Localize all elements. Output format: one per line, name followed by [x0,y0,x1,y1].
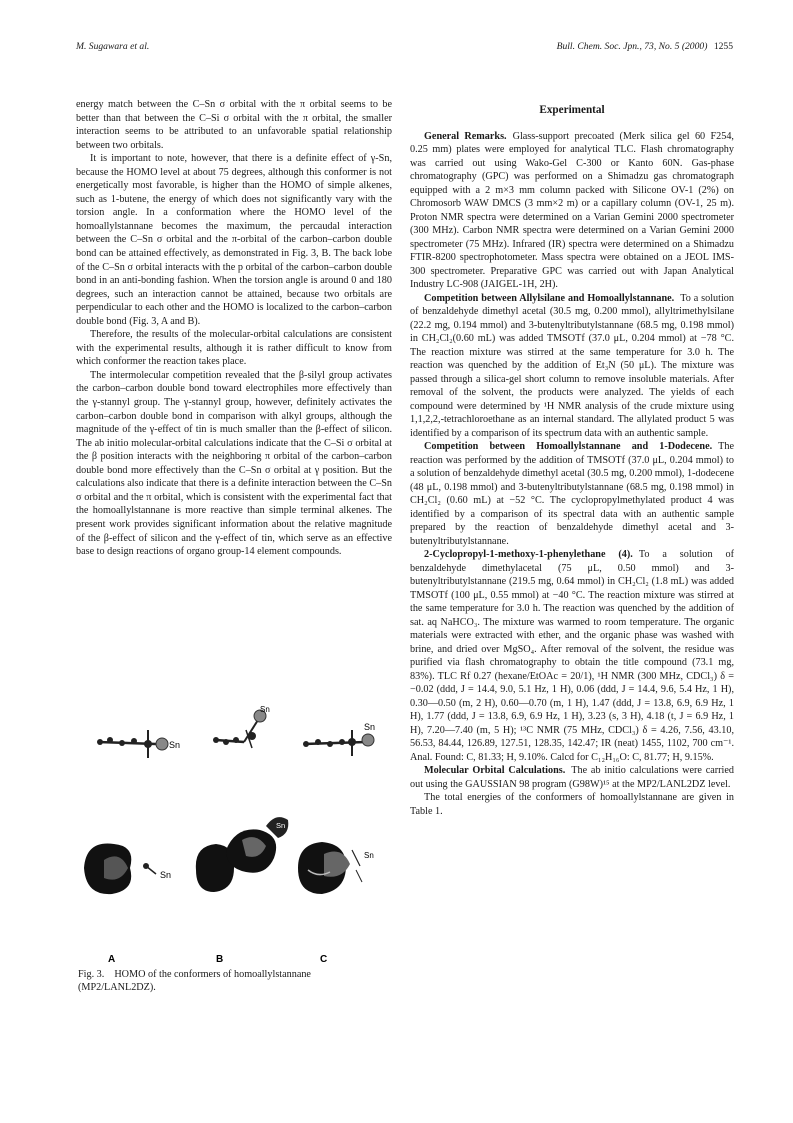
figure-3 [76,700,392,1030]
homo-lobes-c [298,842,374,894]
right-column [410,98,734,818]
journal-citation: Bull. Chem. Soc. Jpn., 73, No. 5 (2000) [556,41,708,52]
paragraph-body: The reaction was performed by the addition of TMSOTf (37.0 μL, 0.204 mmol) to a solution of benzaldehyde dimethyl acetal (30.5 mg, 0.200 mmol), 1-dodecene (48 μL, 0.198 mmol) and 3-butenyltributylstannane (68.5 mg, 0.198 mmol) in CH₂Cl₂ (0.60 mL) at −52 °C. The cyclopropylmethylated product 4 was identified by a comparison of its spectral data with an authentic sample prepared by the reaction of benzaldehyde dimethyl acetal and 3-butenyltributylstannane. [410,441,734,547]
paragraph-body: The ab initio calculations were carried out using the GAUSSIAN 98 program (G98W)¹⁵ at the MP2/LANL2DZ level. [410,765,735,790]
running-head-journal [557,41,733,52]
homo-lobes-a [84,844,171,895]
sn-label: Sn [160,870,172,880]
figure-caption [78,968,378,994]
paragraph-continued: energy match between the C–Sn σ orbital with the π orbital seems to be better than that between the C–Si σ orbital with the π orbital, the smaller interaction seems to be attributed to an unfavorable spatial relationship between two orbitals. [76,99,392,151]
run-in-heading: Molecular Orbital Calculations. [424,765,566,776]
page-number: 1255 [713,41,733,52]
sn-label: Sn [260,705,270,714]
paragraph-competition-dodecene [410,440,734,548]
paragraph-body: To a solution of benzaldehyde dimethyl acetal (30.5 mg, 0.200 mmol), allyltrimethylsilane (22.2 mg, 0.194 mmol) and 3-butenyltributylstannane (68.5 mg, 0.198 mmol) in CH₂Cl₂(0.60 mL) was added TMSOTf (37.0 μL, 0.204 mmol) at −78 °C. The reaction mixture was stirred at the same temperature for 3.0 h. The reaction was quenched by the addition of Et₃N (50 μL). The mixture was passed through a silica-gel short column to remove insoluble materials. After removal of the solvent, the products were analyzed. The yields of each compound were determined by ¹H NMR analysis of the crude mixture using 1,1,2,2,-tetrachloroethane as an internal standard. The allylated product 5 was identified by a comparison of its spectrum data with an authentic sample. [410,292,734,439]
paragraph-competition-allylsilane [410,292,734,441]
sn-label: Sn [364,851,374,860]
paragraph-mo-consistency: Therefore, the results of the molecular-orbital calculations are consistent with the experimental results, although it is rather difficult to know from which conformer the reaction takes place. [76,329,392,368]
paragraph-competition-summary: The intermolecular competition revealed that the β-silyl group activates the carbon–carbon double bond toward electrophiles more effectively than the γ-stannyl group. The γ-stannyl group, however, definitely activates the carbon–carbon double bond in comparison with alkyl groups, although the magnitude of the γ-effect of tin is much smaller than the β-effect of silicon. The ab initio molecular-orbital calculations indicate that the C–Si σ orbital at the β position interacts with the neighboring π orbital of the carbon–carbon double bond more effectively than the C–Sn σ orbital at γ position. But the calculations also indicate that there is a definite interaction between the C–Sn σ orbital and the π orbital, which is consistent with the experimental fact that the homoallylstannane is more reactive than simple terminal alkenes. The present work provides significant information about the relative magnitude of the β-effect of silicon and the γ-effect of tin, which serve as an effective base to design reactions of organo group-14 element compounds. [76,369,392,558]
running-head-authors: M. Sugawara et al. [76,41,150,52]
paragraph-compound-4-prep [410,548,734,764]
left-column [76,98,392,559]
panel-label-a: A [108,954,116,965]
conformer-c-structure [303,722,375,756]
sn-label: Sn [169,740,181,750]
run-in-heading: 2-Cyclopropyl-1-methoxy-1-phenylethane (4). [424,549,633,560]
paragraph-general-remarks [410,130,734,292]
panel-label-b: B [216,954,224,965]
paragraph-mo-calculations [410,764,734,791]
run-in-heading: Competition between Homoallylstannane and 1-Dodecene. [424,441,713,452]
figure-number: Fig. 3. [78,969,105,980]
run-in-heading: General Remarks. [424,130,507,142]
figure-caption-text: HOMO of the conformers of homoallylstannane (MP2/LANL2DZ). [78,969,311,993]
paragraph-table-reference: The total energies of the conformers of homoallylstannane are given in Table 1. [410,792,734,817]
section-title-experimental: Experimental [539,104,605,116]
paragraph-body: Glass-support precoated (Merk silica gel 60 F254, 0.25 mm) plates were employed for analytical TLC. Flash chromatography was carried out using Wako-Gel C-300 or Kanto 60N. Gas-phase chromatography (GPC) was performed on a Shimadzu gas chromatograph equipped with a 2 m×3 mm column packed with Silicone OV-1 (2%) on Chromosorb WAW DMCS (3 mm×2 m) or a capillary column (OV-1, 25 m). Proton NMR spectra were determined on a Varian Gemini 2000 spectrometer (300 MHz). Carbon NMR spectra were determined on a Varian Gemini 2000 spectrometer (75 MHz). Infrared (IR) spectra were determined on a Shimadzu FTIR-8200 spectrophotometer. Mass spectra were obtained on a JEOL IMS-300 spectrometer. Preparative GPC was carried out with Japan Analytical Industry LC-908 (JAIGEL-1H, 2H). [410,130,734,290]
panel-label-c: C [320,954,328,965]
sn-label: Sn [276,821,286,830]
conformer-b-structure [213,705,270,748]
run-in-heading: Competition between Allylsilane and Homoallylstannane. [424,292,675,304]
paragraph-body: To a solution of benzaldehyde dimethylacetal (75 μL, 0.50 mmol) and 3-butenyltributylstannane (219.5 mg, 0.64 mmol) in CH₂Cl₂ (1.8 mL) was added TMSOTf (100 μL, 0.55 mmol) at −40 °C. The reaction mixture was stirred at the same temperature for 3.0 h. The reaction was quenched by the addition of sat. aq NaHCO₃. The mixture was warmed to room temperature. The organic materials were extracted with ether, and the organic phase was washed with brine, and dried over MgSO₄. After removal of the solvent, the residue was purified via flash chromatography to obtain the title compound (73.1 mg, 83%). TLC Rf 0.27 (hexane/EtOAc = 20/1), ¹H NMR (300 MHz, CDCl₃) δ = −0.02 (ddd, J = 14.4, 9.0, 5.1 Hz, 1 H), 0.06 (ddd, J = 14.4, 9.6, 5.4 Hz, 1 H), 0.30—0.50 (m, 2 H), 0.60—0.70 (m, 1 H), 1.47 (ddd, J = 13.8, 6.9, 6.9 Hz, 1 H), 1.77 (ddd, J = 13.8, 6.9, 6.9 Hz, 1 H), 3.23 (s, 3 H), 4.18 (t, J = 6.9 Hz, 1 H), 7.20—7.40 (m, 5 H); ¹³C NMR (75 MHz, CDCl₃) δ = 4.26, 7.56, 43.10, 56.53, 84.44, 126.89, 127.51, 128.35, 142.47; IR (neat) 1455, 1102, 700 cm⁻¹. Anal. Found: C, 81.33; H, 9.10%. Calcd for C₁₂H₁₆O: C, 81.77; H, 9.15%. [410,549,735,763]
homo-lobes-b [196,817,288,892]
running-head [76,41,733,55]
homo-orbital-illustration [76,700,392,968]
paragraph-gamma-sn-effect: It is important to note, however, that there is a definite effect of γ-Sn, because the HOMO level at about 75 degrees, although this conformer is not energetically most favorable, is higher than the HOMO of simple alkenes, such as 1-butene, the energy of which does not significantly vary with the torsion angle. In a conformation where the HOMO level of the homoallylstannane becomes the maximum, the percaudal interaction between the C–Sn σ orbital and the π-orbital of the carbon–carbon double bond can be attained effectively, as demonstrated in Fig. 3, B. The back lobe of the C–Sn σ orbital interacts with the p orbital of the carbon–carbon double bond in an anti-bonding fashion. When the torsion angle is around 0 and 180 degrees, such an interaction cannot be attained, because two orbitals are perpendicular to each other and the HOMO is localized to the carbon–carbon double bond (Fig. 3, A and B). [76,153,392,327]
conformer-a-structure [97,730,180,758]
sn-label: Sn [364,722,376,732]
